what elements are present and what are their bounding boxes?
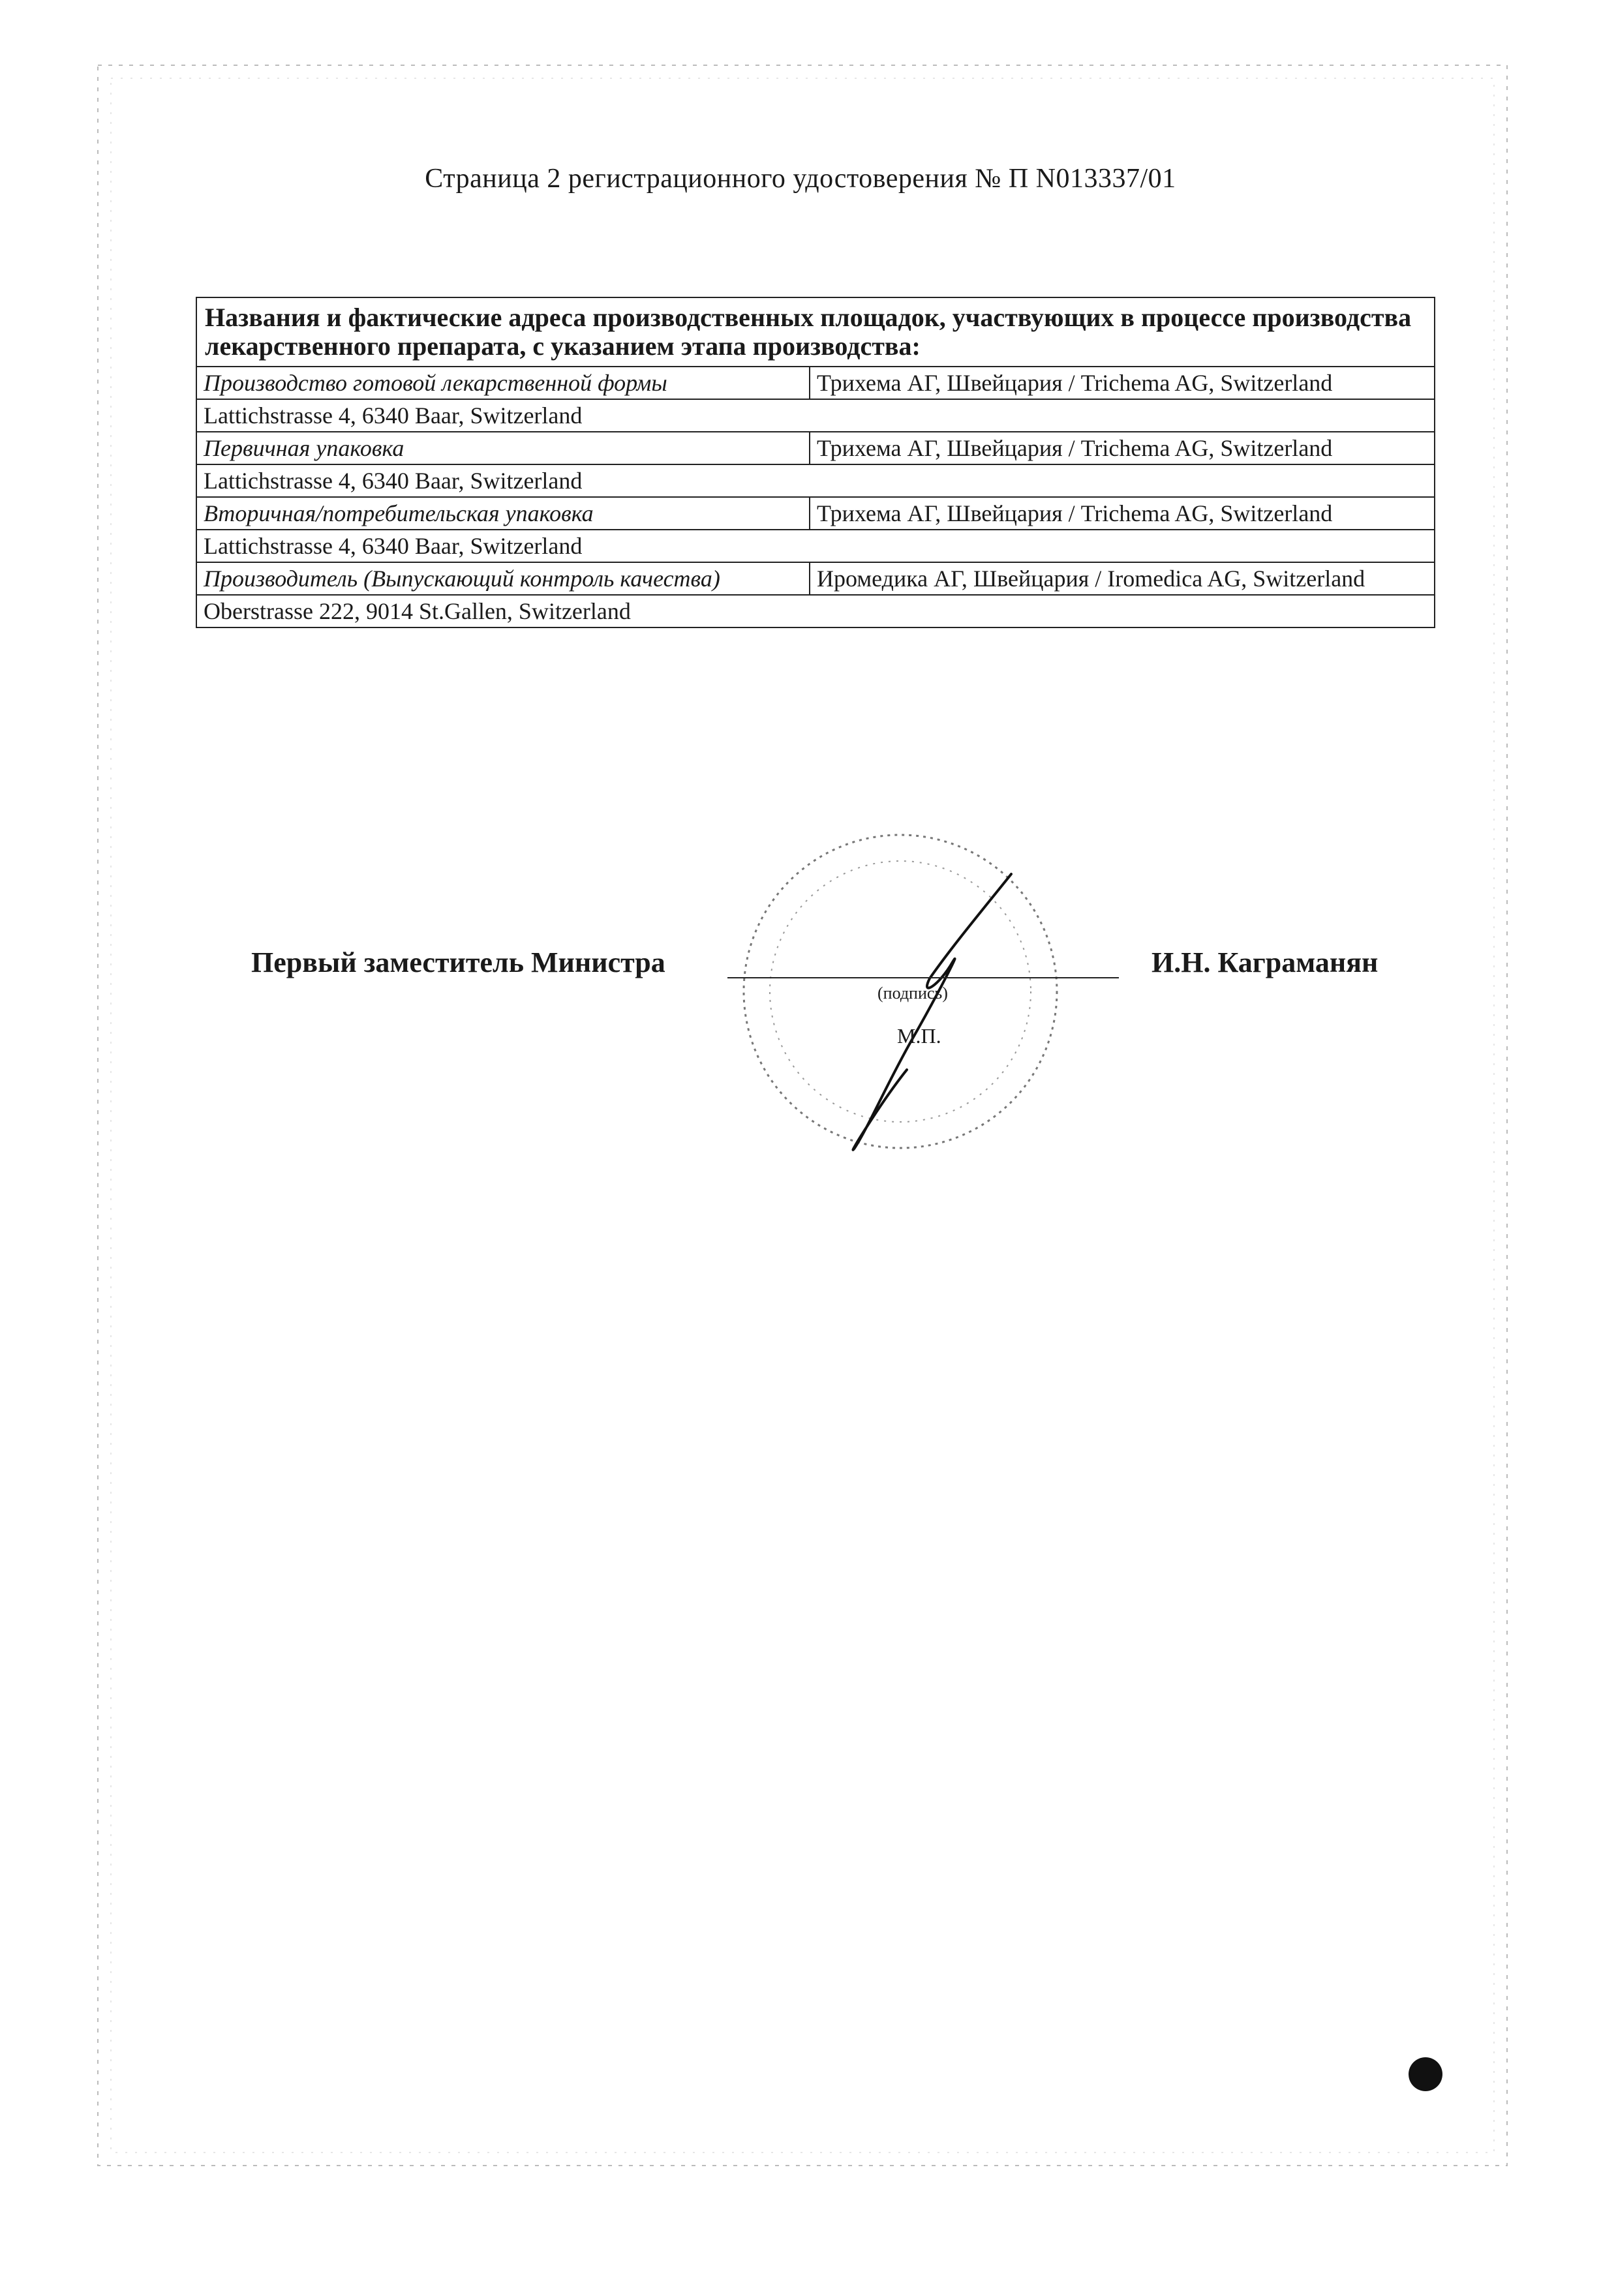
table-row [196, 464, 1435, 497]
stage-cell: Вторичная/потребительская упаковка [196, 497, 810, 530]
handwritten-signature [853, 874, 1011, 1150]
stage-cell: Производство готовой лекарственной формы [196, 367, 810, 399]
stage-cell: Производитель (Выпускающий контроль качества) [196, 562, 810, 595]
signature-line [727, 977, 1119, 978]
table-row [196, 562, 1435, 595]
address-cell: Lattichstrasse 4, 6340 Baar, Switzerland [196, 464, 1435, 497]
page-header: Страница 2 регистрационного удостоверения № П N013337/01 [425, 164, 1176, 194]
stamp-place-label: М.П. [897, 1024, 941, 1048]
signatory-position: Первый заместитель Министра [251, 946, 665, 978]
address-cell: Oberstrasse 222, 9014 St.Gallen, Switzerland [196, 595, 1435, 627]
signature-caption: (подпись) [877, 984, 948, 1003]
table-row [196, 530, 1435, 562]
company-cell: Трихема АГ, Швейцария / Trichema AG, Switzerland [810, 497, 1435, 530]
table-row [196, 399, 1435, 432]
table-caption-row [196, 297, 1435, 367]
company-cell: Трихема АГ, Швейцария / Trichema AG, Switzerland [810, 432, 1435, 464]
company-cell: Иромедика АГ, Швейцария / Iromedica AG, Switzerland [810, 562, 1435, 595]
signatory-name: И.Н. Каграманян [1151, 946, 1379, 978]
table-row [196, 367, 1435, 399]
table-row [196, 497, 1435, 530]
address-cell: Lattichstrasse 4, 6340 Baar, Switzerland [196, 530, 1435, 562]
company-cell: Трихема АГ, Швейцария / Trichema AG, Switzerland [810, 367, 1435, 399]
table-row [196, 432, 1435, 464]
address-cell: Lattichstrasse 4, 6340 Baar, Switzerland [196, 399, 1435, 432]
production-sites-table [196, 297, 1435, 628]
stage-cell: Первичная упаковка [196, 432, 810, 464]
table-caption: Названия и фактические адреса производственных площадок, участвующих в процессе производства лекарственного препарата, с указанием этапа производства: [196, 297, 1435, 367]
table-row [196, 595, 1435, 627]
